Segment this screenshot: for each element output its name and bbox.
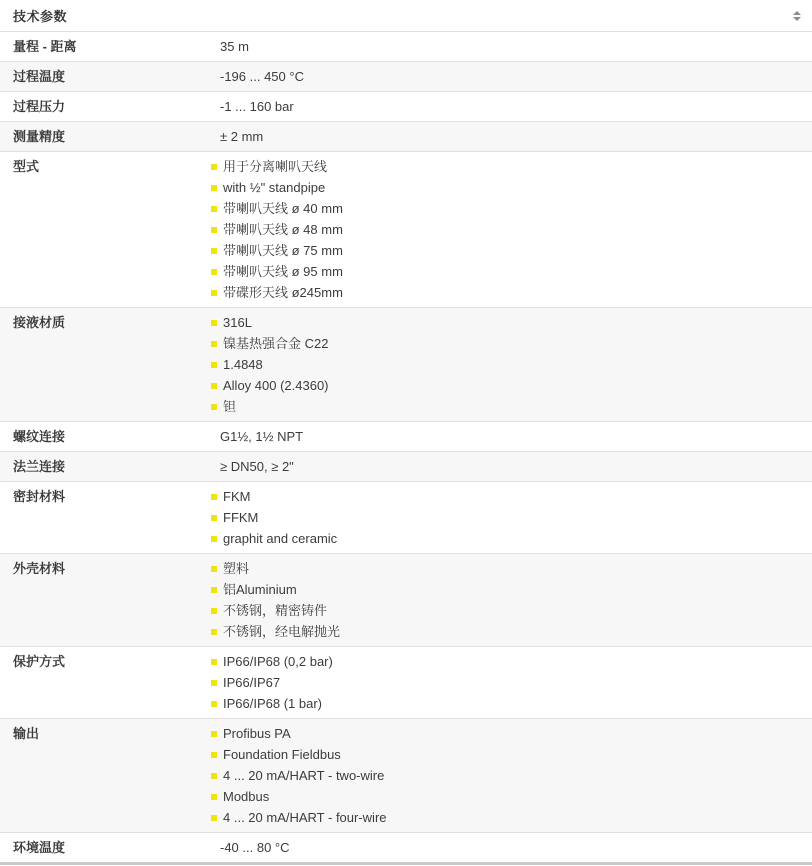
- row-value: [211, 486, 812, 549]
- bullet-icon: [211, 608, 217, 614]
- row-label: 输出: [13, 726, 40, 741]
- list-item: [211, 765, 812, 786]
- list-item: [211, 354, 812, 375]
- list-item: [211, 558, 812, 579]
- list-item: [211, 156, 812, 177]
- row-value: [211, 651, 812, 714]
- row-label: 密封材料: [13, 489, 66, 504]
- spec-row-range: [0, 31, 812, 61]
- list-item: [211, 219, 812, 240]
- list-item-text: 塑料: [223, 561, 250, 576]
- list-item: [211, 744, 812, 765]
- bullet-icon: [211, 185, 217, 191]
- list-item-text: Profibus PA: [223, 726, 291, 741]
- row-label: 量程 - 距离: [13, 39, 77, 54]
- list-item-text: Foundation Fieldbus: [223, 747, 341, 762]
- bullet-icon: [211, 290, 217, 296]
- bullet-icon: [211, 701, 217, 707]
- bullet-icon: [211, 269, 217, 275]
- row-value: -40 ... 80 °C: [220, 840, 290, 855]
- list-item-text: graphit and ceramic: [223, 531, 338, 546]
- list-item: [211, 579, 812, 600]
- list-item-text: 带喇叭天线 ø 75 mm: [223, 243, 343, 258]
- list-item: [211, 693, 812, 714]
- bullet-icon: [211, 659, 217, 665]
- table-header: [0, 0, 812, 31]
- list-item-text: IP66/IP68 (1 bar): [223, 696, 322, 711]
- list-item: [211, 282, 812, 303]
- bullet-icon: [211, 731, 217, 737]
- list-item-text: 不锈钢，经电解抛光: [223, 624, 341, 639]
- row-label: 测量精度: [13, 129, 66, 144]
- sort-down-arrow-icon: [793, 17, 801, 21]
- list-item-text: 镍基热强合金 C22: [223, 336, 329, 351]
- bullet-icon: [211, 341, 217, 347]
- row-label: 保护方式: [13, 654, 66, 669]
- spec-row-flange-connection: [0, 451, 812, 481]
- row-value: 35 m: [220, 39, 249, 54]
- list-item: [211, 312, 812, 333]
- bullet-icon: [211, 680, 217, 686]
- bullet-icon: [211, 515, 217, 521]
- row-value: [211, 312, 812, 417]
- spec-row-process-pressure: [0, 91, 812, 121]
- list-item-text: 用于分离喇叭天线: [223, 159, 328, 174]
- list-item-text: FKM: [223, 489, 251, 504]
- row-value: ± 2 mm: [220, 129, 264, 144]
- list-item: [211, 600, 812, 621]
- spec-row-protection: [0, 646, 812, 718]
- list-item: [211, 396, 812, 417]
- spec-row-seal-materials: [0, 481, 812, 553]
- row-value: -1 ... 160 bar: [220, 99, 294, 114]
- list-item: [211, 528, 812, 549]
- row-label: 接液材质: [13, 315, 66, 330]
- list-item-text: 铝Aluminium: [223, 582, 297, 597]
- spec-row-output: [0, 718, 812, 832]
- bullet-icon: [211, 566, 217, 572]
- bullet-icon: [211, 362, 217, 368]
- row-label: 法兰连接: [13, 459, 66, 474]
- spec-row-accuracy: [0, 121, 812, 151]
- row-label: 型式: [13, 159, 40, 174]
- list-item-text: 4 ... 20 mA/HART - two-wire: [223, 768, 385, 783]
- list-item-text: 带喇叭天线 ø 95 mm: [223, 264, 343, 279]
- bullet-icon: [211, 320, 217, 326]
- row-label: 过程压力: [13, 99, 66, 114]
- row-label: 外壳材料: [13, 561, 66, 576]
- sort-up-arrow-icon: [793, 11, 801, 15]
- list-item: [211, 507, 812, 528]
- bullet-icon: [211, 404, 217, 410]
- list-item: [211, 240, 812, 261]
- list-item: [211, 786, 812, 807]
- list-item: [211, 651, 812, 672]
- list-item-text: 1.4848: [223, 357, 263, 372]
- list-item-text: 带碟形天线 ø245mm: [223, 285, 343, 300]
- row-value: [211, 558, 812, 642]
- sort-icon[interactable]: [790, 8, 804, 24]
- list-item: [211, 621, 812, 642]
- spec-row-ambient-temperature: [0, 832, 812, 862]
- bullet-icon: [211, 815, 217, 821]
- list-item: [211, 486, 812, 507]
- bullet-icon: [211, 629, 217, 635]
- row-value: [211, 723, 812, 828]
- list-item: [211, 807, 812, 828]
- list-item: [211, 723, 812, 744]
- spec-row-housing-materials: [0, 553, 812, 646]
- list-item-text: FFKM: [223, 510, 259, 525]
- table-title: 技术参数: [13, 9, 68, 24]
- list-item-text: 4 ... 20 mA/HART - four-wire: [223, 810, 387, 825]
- list-item-text: with ½" standpipe: [223, 180, 326, 195]
- spec-row-process-temperature: [0, 61, 812, 91]
- list-item-text: Alloy 400 (2.4360): [223, 378, 329, 393]
- bullet-icon: [211, 752, 217, 758]
- bullet-icon: [211, 227, 217, 233]
- list-item-text: IP66/IP68 (0,2 bar): [223, 654, 333, 669]
- list-item: [211, 198, 812, 219]
- bullet-icon: [211, 248, 217, 254]
- bullet-icon: [211, 536, 217, 542]
- row-value: G1½, 1½ NPT: [220, 429, 304, 444]
- bullet-icon: [211, 794, 217, 800]
- list-item: [211, 333, 812, 354]
- list-item: [211, 261, 812, 282]
- list-item-text: 不锈钢，精密铸件: [223, 603, 328, 618]
- row-label: 环境温度: [13, 840, 66, 855]
- spec-row-version: [0, 151, 812, 307]
- spec-row-thread-connection: [0, 421, 812, 451]
- row-value: [211, 156, 812, 303]
- bullet-icon: [211, 494, 217, 500]
- list-item: [211, 672, 812, 693]
- row-label: 螺纹连接: [13, 429, 66, 444]
- bullet-icon: [211, 383, 217, 389]
- row-label: 过程温度: [13, 69, 66, 84]
- bullet-icon: [211, 206, 217, 212]
- row-value: ≥ DN50, ≥ 2": [220, 459, 294, 474]
- row-value: -196 ... 450 °C: [220, 69, 304, 84]
- bullet-icon: [211, 164, 217, 170]
- bullet-icon: [211, 773, 217, 779]
- list-item-text: Modbus: [223, 789, 270, 804]
- list-item-text: 带喇叭天线 ø 48 mm: [223, 222, 343, 237]
- list-item-text: 钽: [223, 399, 237, 414]
- list-item-text: 带喇叭天线 ø 40 mm: [223, 201, 343, 216]
- list-item: [211, 177, 812, 198]
- list-item-text: 316L: [223, 315, 252, 330]
- list-item: [211, 375, 812, 396]
- bullet-icon: [211, 587, 217, 593]
- list-item-text: IP66/IP67: [223, 675, 281, 690]
- spec-row-wetted-materials: [0, 307, 812, 421]
